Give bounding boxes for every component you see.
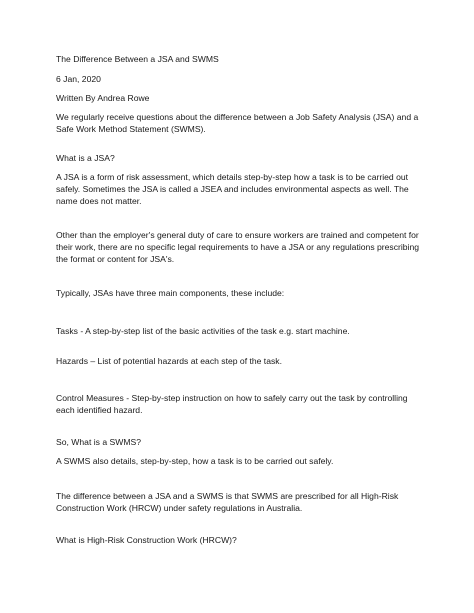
jsa-definition-paragraph: A JSA is a form of risk assessment, which details step-by-step how a task is to be carried out safely. Sometimes the JSA is called a JSEA and includes environmental aspects as well. The name does not matter.: [56, 172, 409, 207]
swms-definition-paragraph: A SWMS also details, step-by-step, how a task is to be carried out safely.: [56, 456, 334, 466]
hazards-item: Hazards – List of potential hazards at each step of the task.: [56, 356, 282, 366]
difference-paragraph: The difference between a JSA and a SWMS is that SWMS are prescribed for all High-Risk Construction Work (HRCW) under safety regulations in Australia.: [56, 491, 399, 514]
heading-what-is-jsa: What is a JSA?: [56, 153, 115, 163]
duty-of-care-paragraph: Other than the employer's general duty of care to ensure workers are trained and competent for their work, there are no specific legal requirements to have a JSA or any regulations prescribing the format or content for JSA's.: [56, 230, 420, 265]
publish-date: 6 Jan, 2020: [56, 74, 101, 84]
heading-what-is-hrcw: What is High-Risk Construction Work (HRCW)?: [56, 535, 237, 545]
tasks-item: Tasks - A step-by-step list of the basic activities of the task e.g. start machine.: [56, 326, 350, 336]
control-measures-item: Control Measures - Step-by-step instruction on how to safely carry out the task by controlling each identified hazard.: [56, 393, 408, 416]
byline: Written By Andrea Rowe: [56, 93, 150, 103]
components-intro: Typically, JSAs have three main components, these include:: [56, 288, 285, 298]
heading-what-is-swms: So, What is a SWMS?: [56, 437, 142, 447]
intro-paragraph: We regularly receive questions about the difference between a Job Safety Analysis (JSA) and a Safe Work Method Statement (SWMS).: [56, 112, 419, 135]
document-title: The Difference Between a JSA and SWMS: [56, 54, 219, 64]
